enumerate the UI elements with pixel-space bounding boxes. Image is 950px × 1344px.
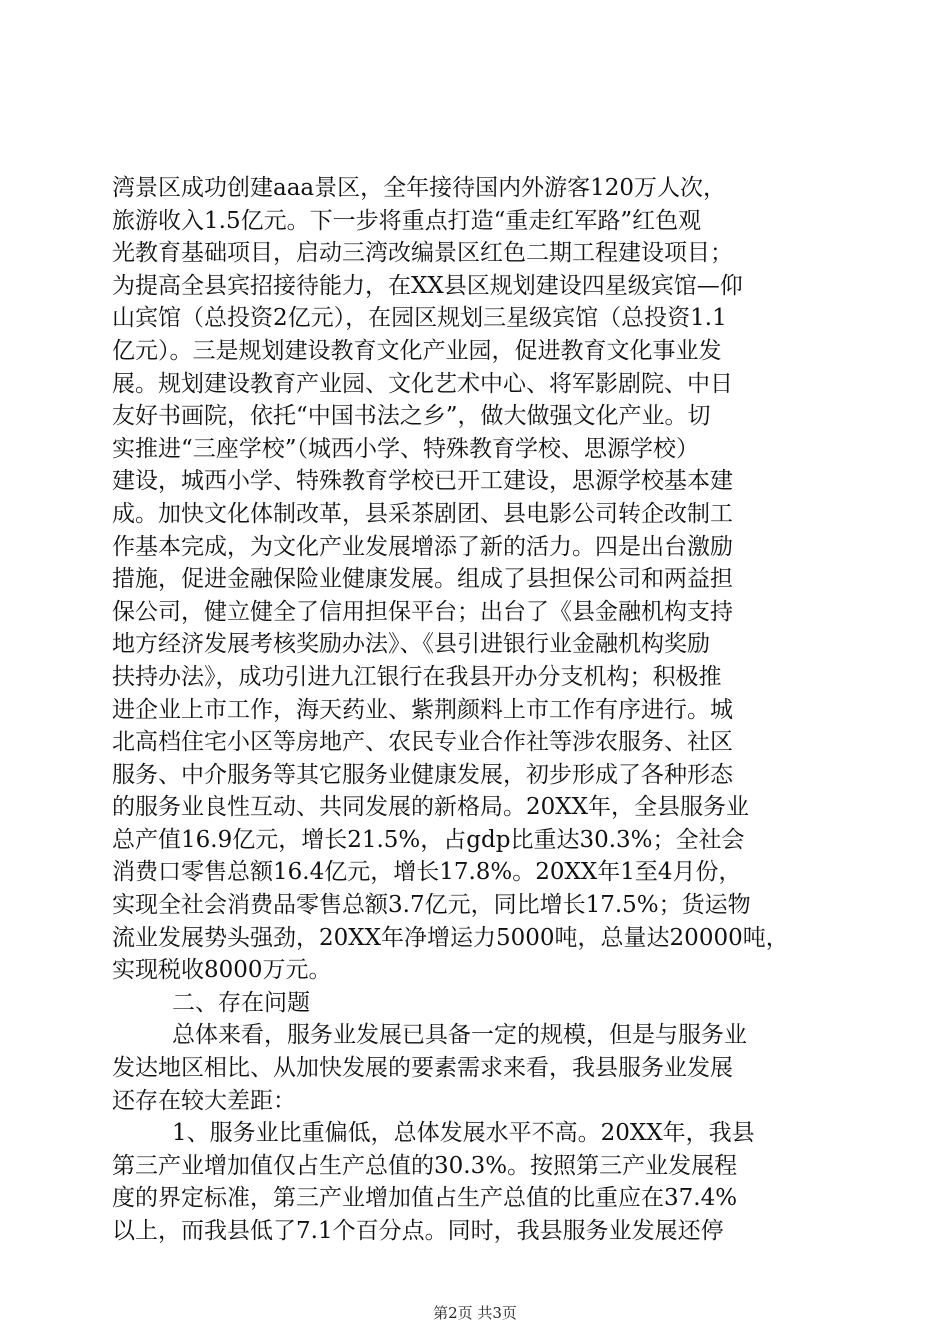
text-line: 措施，促进金融保险业健康发展。组成了县担保公司和两益担 (112, 566, 733, 593)
text-line: 为提高全县宾招接待能力，在XX县区规划建设四星级宾馆—仰 (112, 272, 743, 299)
text-line: 实现全社会消费品零售总额3.7亿元，同比增长17.5%；货运物 (112, 892, 751, 919)
text-line: 实现税收8000万元。 (112, 957, 332, 984)
text-line: 作基本完成，为文化产业发展增添了新的活力。四是出台激励 (112, 533, 733, 560)
text-line: 成。加快文化体制改革，县采茶剧团、县电影公司转企改制工 (112, 500, 733, 527)
text-line: 扶持办法》，成功引进九江银行在我县开办分支机构；积极推 (112, 663, 722, 690)
text-line: 服务、中介服务等其它服务业健康发展，初步形成了各种形态 (112, 761, 733, 788)
text-line: 以上，而我县低了7.1个百分点。同时，我县服务业发展还停 (112, 1218, 724, 1244)
text-line: 实推进“三座学校”（城西小学、特殊教育学校、思源学校） (112, 435, 700, 462)
text-line: 亿元）。三是规划建设教育文化产业园，促进教育文化事业发 (112, 337, 722, 364)
text-line: 的服务业良性互动、共同发展的新格局。20XX年，全县服务业 (112, 794, 750, 821)
text-line: 建设，城西小学、特殊教育学校已开工建设，思源学校基本建 (112, 468, 733, 495)
text-line: 北高档住宅小区等房地产、农民专业合作社等涉农服务、社区 (112, 729, 733, 756)
text-line: 光教育基础项目，启动三湾改编景区红色二期工程建设项目； (112, 240, 733, 267)
text-line: 山宾馆（总投资2亿元），在园区规划三星级宾馆（总投资1.1 (112, 305, 727, 332)
text-line: 地方经济发展考核奖励办法》、《县引进银行业金融机构奖励 (112, 631, 710, 658)
text-line: 还存在较大差距： (112, 1087, 296, 1114)
text-line: 消费口零售总额16.4亿元，增长17.8%。20XX年1至4月份， (112, 859, 742, 886)
text-line: 展。规划建设教育产业园、文化艺术中心、将军影剧院、中日 (112, 370, 733, 397)
text-line: 湾景区成功创建aaa景区，全年接待国内外游客120万人次， (112, 175, 727, 201)
text-line: 总体来看，服务业发展已具备一定的规模，但是与服务业 (172, 1022, 747, 1049)
body-text (112, 172, 842, 1248)
text-line: 1、服务业比重偏低，总体发展水平不高。20XX年，我县 (172, 1120, 755, 1147)
text-line: 旅游收入1.5亿元。下一步将重点打造“重走红军路”红色观 (112, 207, 702, 234)
text-line: 流业发展势头强劲，20XX年净增运力5000吨，总量达20000吨， (112, 924, 789, 951)
text-line: 保公司，健立健全了信用担保平台；出台了《县金融机构支持 (112, 598, 733, 625)
section-heading: 二、存在问题 (172, 989, 310, 1016)
text-line: 进企业上市工作，海天药业、紫荆颜料上市工作有序进行。城 (112, 696, 733, 723)
text-line: 度的界定标准，第三产业增加值占生产总值的比重应在37.4% (112, 1185, 738, 1212)
page-number-footer: 第2页 共3页 (433, 1304, 517, 1322)
text-line: 发达地区相比、从加快发展的要素需求来看，我县服务业发展 (112, 1055, 733, 1082)
text-line: 第三产业增加值仅占生产总值的30.3%。按照第三产业发展程 (112, 1152, 738, 1179)
text-line: 友好书画院，依托“中国书法之乡”，做大做强文化产业。切 (112, 403, 711, 430)
text-line: 总产值16.9亿元，增长21.5%，占gdp比重达30.3%；全社会 (112, 826, 745, 853)
